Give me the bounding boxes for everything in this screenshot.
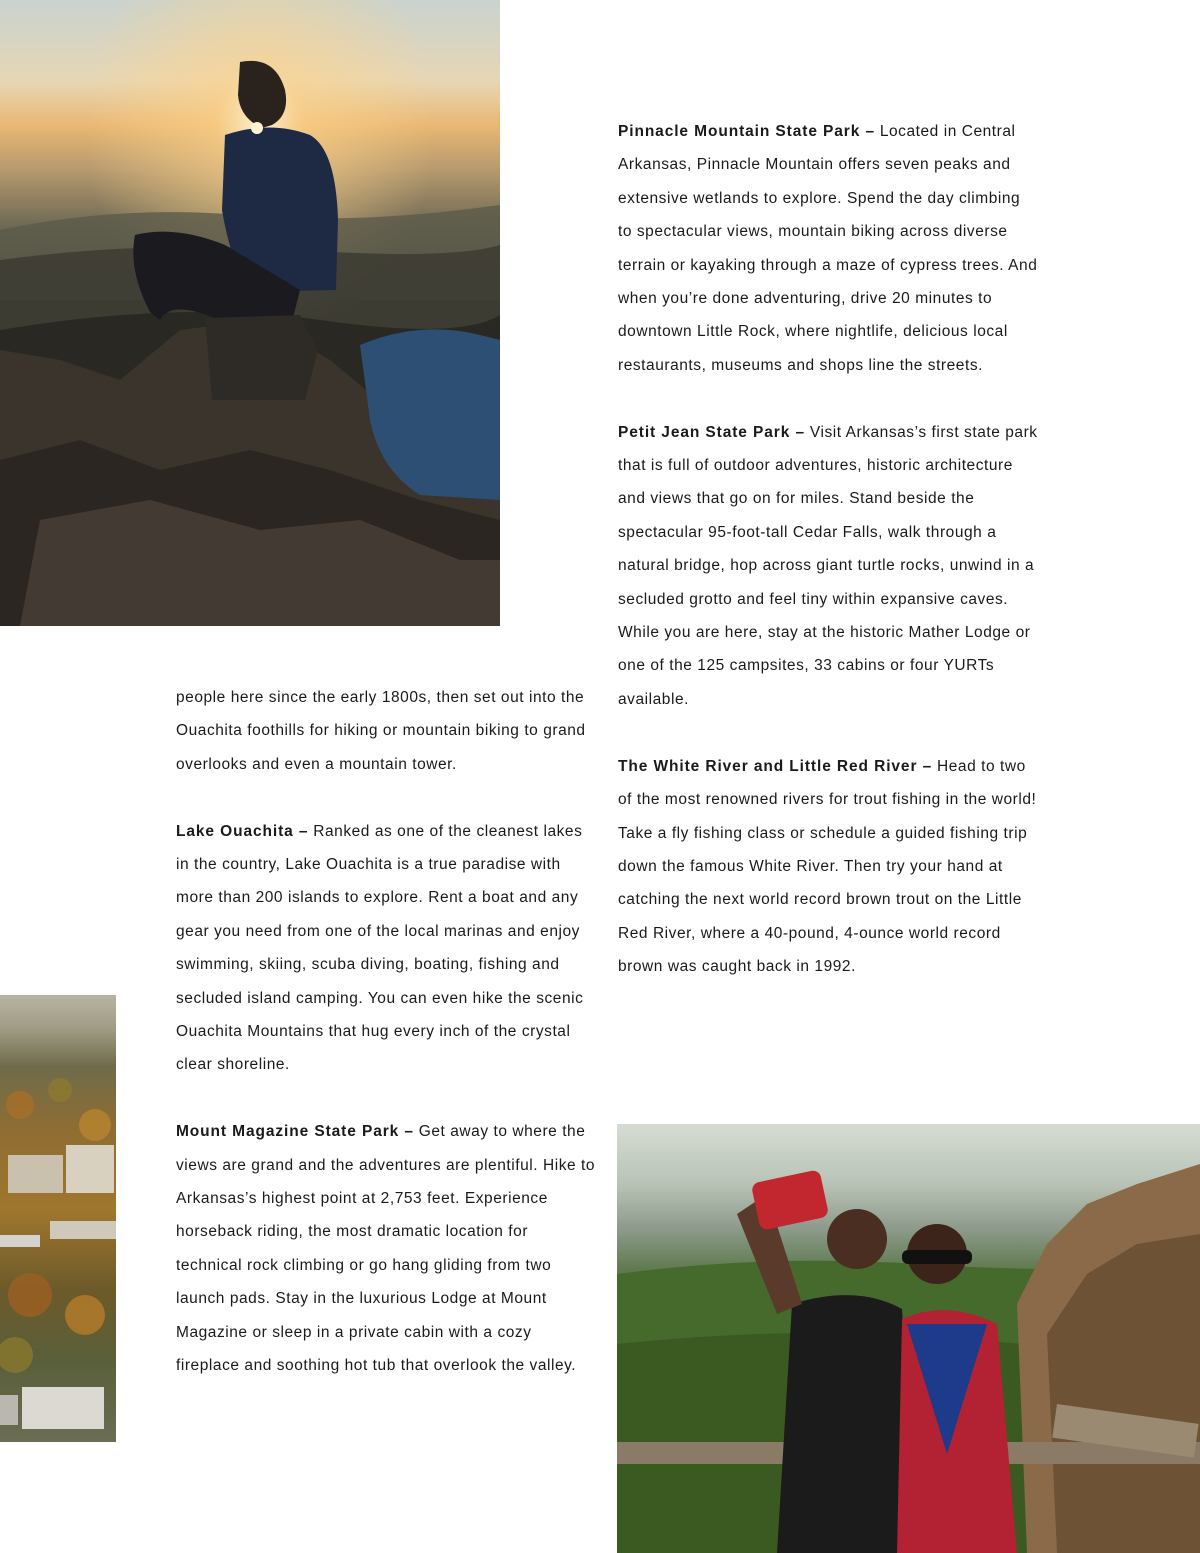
lake-ouachita-paragraph — [176, 815, 596, 1082]
petit-jean-heading: Petit Jean State Park – — [618, 423, 805, 441]
continued-paragraph — [176, 681, 596, 781]
selfie-couple-illustration — [617, 1124, 1200, 1553]
pinnacle-paragraph — [618, 115, 1038, 382]
pinnacle-heading: Pinnacle Mountain State Park – — [618, 123, 875, 140]
right-text-column — [618, 115, 1038, 1017]
left-text-column — [176, 681, 596, 1416]
petit-jean-body: Visit Arkansas’s first state park that is full of outdoor adventures, historic architecture and views that go on for miles. Stand beside the spectacular 95-foot-tall Cedar Falls, walk through a natural bridge, hop across giant turtle rocks, unwind in a secluded grotto and feel tiny within expansive caves. While you are here, stay at the historic Mather Lodge or one of the 125 campsites, 33 cabins or four YURTs available. — [618, 423, 1038, 708]
selfie-couple-photo — [617, 1124, 1200, 1553]
mount-magazine-body: Get away to where the views are grand and the adventures are plentiful. Hike to Arkansas’s highest point at 2,753 feet. Experience horseback riding, the most dramatic location for technical rock climbing or go hang gliding from two launch pads. Stay in the luxurious Lodge at Mount Magazine or sleep in a private cabin with a cozy fireplace and soothing hot tub that overlook the valley. — [176, 1123, 596, 1375]
lake-ouachita-body: Ranked as one of the cleanest lakes in the country, Lake Ouachita is a true paradise with more than 200 islands to explore. Rent a boat and any gear you need from one of the local marinas and enjoy swimming, skiing, scuba diving, boating, fishing and secluded island camping. You can even hike the scenic Ouachita Mountains that hug every inch of the crystal clear shoreline. — [176, 822, 584, 1074]
white-river-paragraph — [618, 750, 1038, 984]
continued-paragraph-text: people here since the early 1800s, then set out into the Ouachita foothills for hiking or mountain biking to grand overlooks and even a mountain tower. — [176, 689, 586, 773]
pinnacle-body: Located in Central Arkansas, Pinnacle Mountain offers seven peaks and extensive wetlands to explore. Spend the day climbing to spectacular views, mountain biking across diverse terrain or kayaking through a maze of cypress trees. And when you’re done adventuring, drive 20 minutes to downtown Little Rock, where nightlife, delicious local restaurants, museums and shops line the streets. — [618, 123, 1038, 374]
autumn-town-illustration — [0, 995, 116, 1442]
white-river-body: Head to two of the most renowned rivers for trout fishing in the world! Take a fly fishing class or schedule a guided fishing trip down the famous White River. Then try your hand at catching the next world record brown trout on the Little Red River, where a 40-pound, 4-ounce world record brown was caught back in 1992. — [618, 757, 1037, 976]
petit-jean-paragraph — [618, 416, 1038, 717]
white-river-heading: The White River and Little Red River – — [618, 757, 933, 775]
lake-ouachita-heading: Lake Ouachita – — [176, 822, 309, 840]
mount-magazine-heading: Mount Magazine State Park – — [176, 1123, 414, 1141]
mount-magazine-paragraph — [176, 1115, 596, 1382]
autumn-town-photo — [0, 995, 116, 1442]
hiker-sunset-photo — [0, 0, 500, 626]
hiker-sunset-illustration — [0, 0, 500, 626]
